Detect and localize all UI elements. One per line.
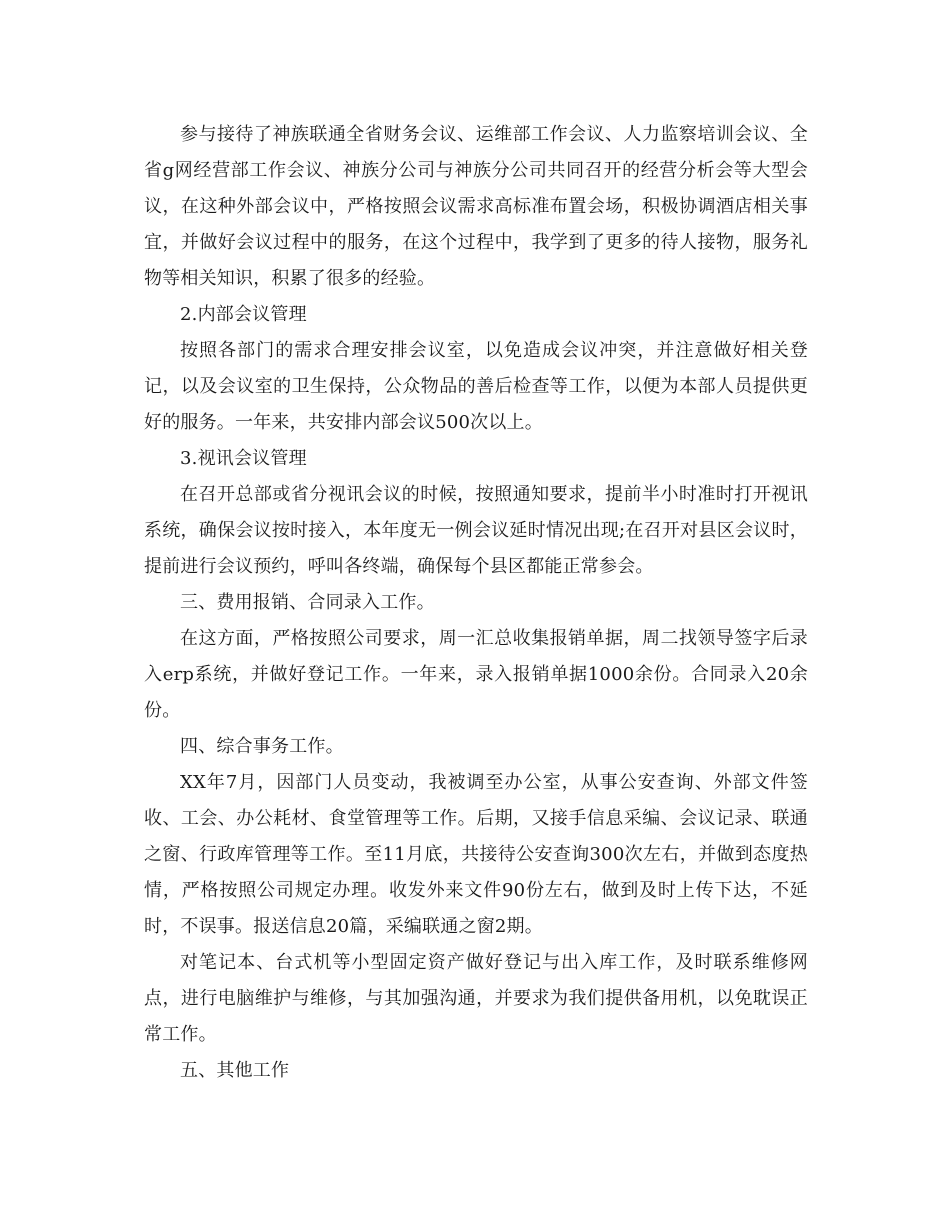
document-page	[144, 117, 808, 1089]
heading-video-meeting-management: 3.视讯会议管理	[180, 448, 307, 469]
paragraph-expense-contract: 在这方面，严格按照公司要求，周一汇总收集报销单据，周二找领导签字后录入erp系统，并做好登记工作。一年来，录入报销单据1000余份。合同录入20余份。	[144, 628, 808, 721]
paragraph-internal-meetings: 按照各部门的需求合理安排会议室，以免造成会议冲突，并注意做好相关登记，以及会议室的卫生保持，公众物品的善后检查等工作，以便为本部人员提供更好的服务。一年来，共安排内部会议500次以上。	[144, 340, 808, 433]
paragraph-general-affairs: XX年7月，因部门人员变动，我被调至办公室，从事公安查询、外部文件签收、工会、办公耗材、食堂管理等工作。后期，又接手信息采编、会议记录、联通之窗、行政库管理等工作。至11月底，共接待公安查询300次左右，并做到态度热情，严格按照公司规定办理。收发外来文件90份左右，做到及时上传下达，不延时，不误事。报送信息20篇，采编联通之窗2期。	[144, 772, 808, 937]
heading-expense-contract: 三、费用报销、合同录入工作。	[180, 592, 435, 613]
heading-other-work: 五、其他工作	[180, 1060, 290, 1081]
heading-general-affairs: 四、综合事务工作。	[180, 736, 344, 757]
paragraph-fixed-assets: 对笔记本、台式机等小型固定资产做好登记与出入库工作，及时联系维修网点，进行电脑维护与维修，与其加强沟通，并要求为我们提供备用机，以免耽误正常工作。	[144, 952, 808, 1045]
paragraph-external-meetings: 参与接待了神族联通全省财务会议、运维部工作会议、人力监察培训会议、全省g网经营部工作会议、神族分公司与神族分公司共同召开的经营分析会等大型会议，在这种外部会议中，严格按照会议需求高标准布置会场，积极协调酒店相关事宜，并做好会议过程中的服务，在这个过程中，我学到了更多的待人接物，服务礼物等相关知识，积累了很多的经验。	[144, 124, 808, 289]
heading-internal-meeting-management: 2.内部会议管理	[180, 304, 307, 325]
paragraph-video-meetings: 在召开总部或省分视讯会议的时候，按照通知要求，提前半小时准时打开视讯系统，确保会议按时接入，本年度无一例会议延时情况出现;在召开对县区会议时，提前进行会议预约，呼叫各终端，确保每个县区都能正常参会。	[144, 484, 808, 577]
